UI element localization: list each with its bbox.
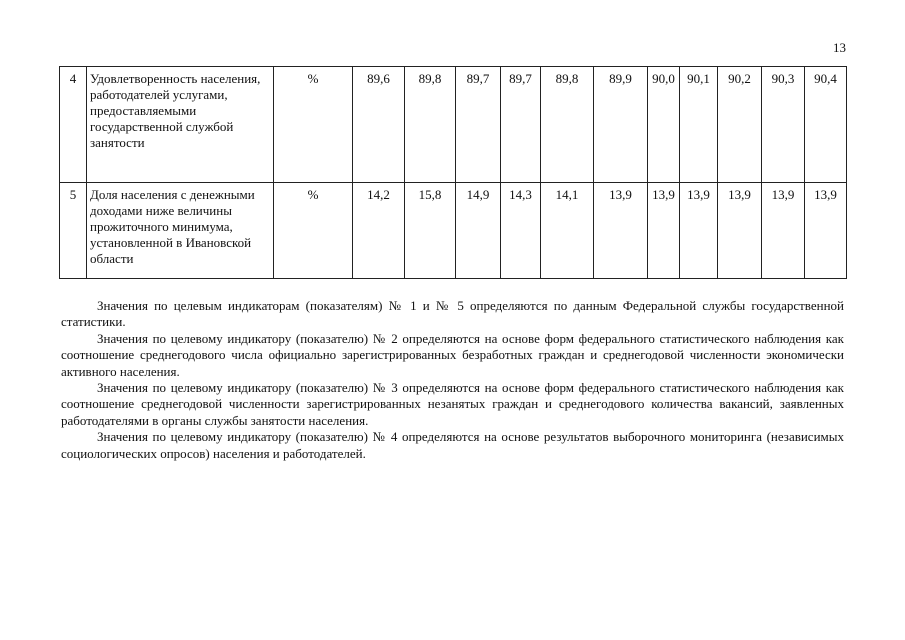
note-paragraph: Значения по целевому индикатору (показателю) № 4 определяются на основе результатов выборочного мониторинга (независимых социологических опросов) населения и работодателей. bbox=[61, 429, 844, 461]
value-cell: 13,9 bbox=[648, 183, 680, 279]
value-cell: 90,4 bbox=[805, 67, 847, 183]
value-cell: 90,3 bbox=[762, 67, 805, 183]
indicator-name: Удовлетворенность населения, работодателей услугами, предоставляемыми государственной службой занятости bbox=[87, 67, 274, 183]
value-cell: 89,7 bbox=[456, 67, 501, 183]
unit-cell: % bbox=[274, 67, 353, 183]
value-cell: 15,8 bbox=[405, 183, 456, 279]
value-cell: 90,1 bbox=[680, 67, 718, 183]
value-cell: 90,0 bbox=[648, 67, 680, 183]
row-number: 5 bbox=[60, 183, 87, 279]
value-cell: 89,6 bbox=[353, 67, 405, 183]
value-cell: 13,9 bbox=[762, 183, 805, 279]
value-cell: 14,3 bbox=[501, 183, 541, 279]
indicator-name: Доля населения с денежными доходами ниже величины прожиточного минимума, установленной в Ивановской области bbox=[87, 183, 274, 279]
unit-cell: % bbox=[274, 183, 353, 279]
value-cell: 89,9 bbox=[594, 67, 648, 183]
value-cell: 13,9 bbox=[680, 183, 718, 279]
note-paragraph: Значения по целевому индикатору (показателю) № 3 определяются на основе форм федерального статистического наблюдения как соотношение среднегодовой численности зарегистрированных незанятых граждан и среднегодового количества вакансий, заявленных работодателями в органы службы занятости населения. bbox=[61, 380, 844, 428]
value-cell: 13,9 bbox=[718, 183, 762, 279]
note-paragraph: Значения по целевым индикаторам (показателям) № 1 и № 5 определяются по данным Федеральной службы государственной статистики. bbox=[61, 298, 844, 330]
row-number: 4 bbox=[60, 67, 87, 183]
value-cell: 89,7 bbox=[501, 67, 541, 183]
table-row bbox=[60, 183, 847, 279]
value-cell: 90,2 bbox=[718, 67, 762, 183]
value-cell: 13,9 bbox=[805, 183, 847, 279]
value-cell: 13,9 bbox=[594, 183, 648, 279]
note-paragraph: Значения по целевому индикатору (показателю) № 2 определяются на основе форм федерального статистического наблюдения как соотношение среднегодового числа официально зарегистрированных безработных граждан и среднегодовой численности экономически активного населения. bbox=[61, 330, 844, 379]
value-cell: 89,8 bbox=[541, 67, 594, 183]
page-number: 13 bbox=[833, 40, 846, 55]
value-cell: 14,9 bbox=[456, 183, 501, 279]
value-cell: 14,2 bbox=[353, 183, 405, 279]
value-cell: 14,1 bbox=[541, 183, 594, 279]
notes-section bbox=[61, 298, 844, 462]
table-row bbox=[60, 67, 847, 183]
value-cell: 89,8 bbox=[405, 67, 456, 183]
indicators-table bbox=[59, 66, 847, 279]
